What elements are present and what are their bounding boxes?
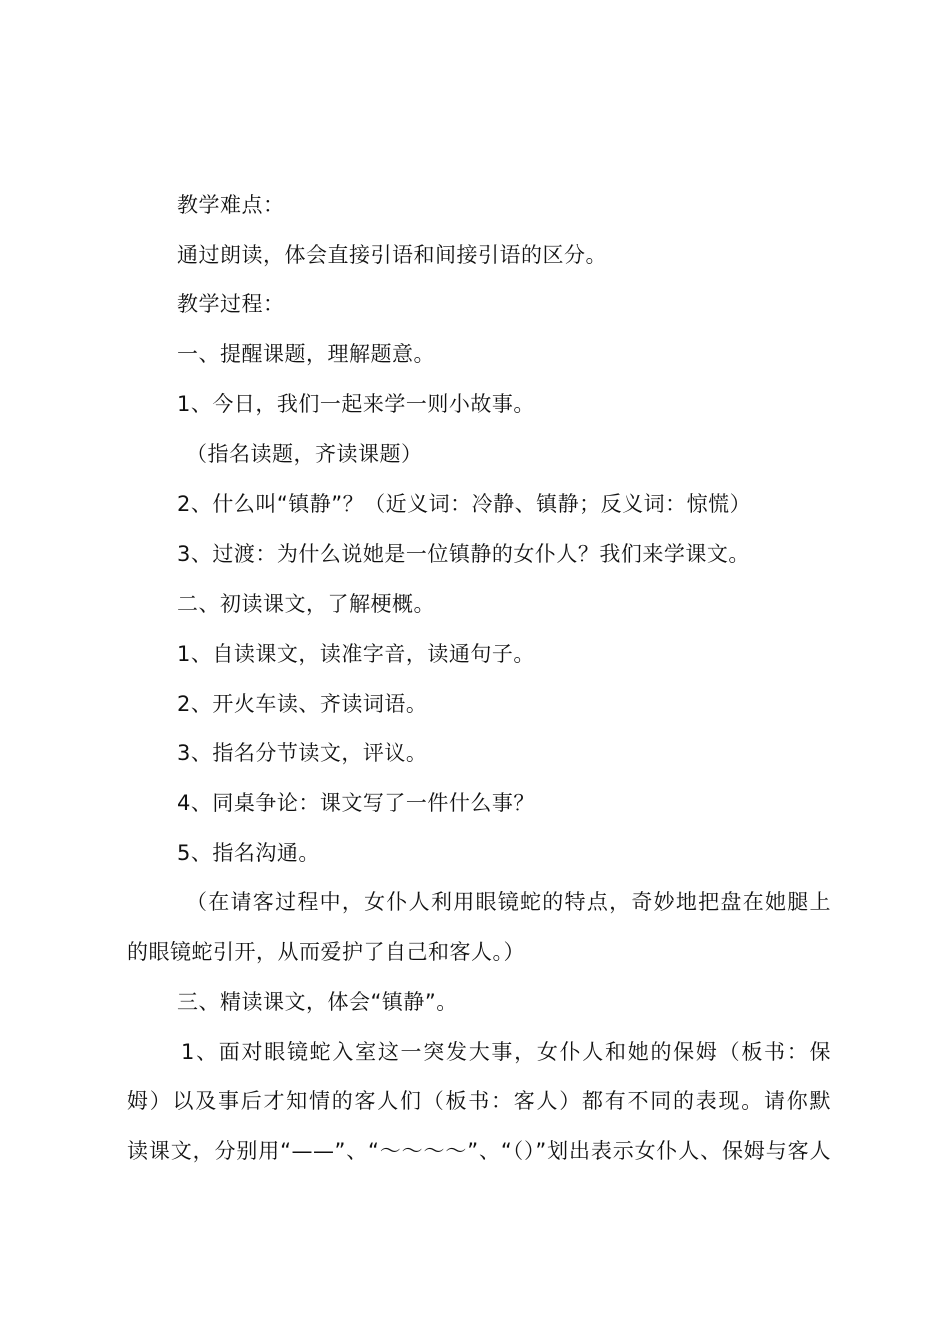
paragraph-text: 通过朗读，体会直接引语和间接引语的区分。 [177,243,607,267]
paragraph-text-cont: 读课文，分别用“——”、“～～～～”、“（）”划出表示女仆人、保姆与客人 [127,1139,831,1163]
list-item: 3、过渡：为什么说她是一位镇静的女仆人？我们来学课文。 [177,542,750,566]
heading-teaching-process: 教学过程： [177,292,285,316]
list-item: 2、什么叫“镇静”？（近义词：冷静、镇静；反义词：惊慌） [177,492,752,516]
list-item: 3、指名分节读文，评议。 [177,741,428,765]
section-heading-1: 一、提醒课题，理解题意。 [177,342,435,366]
section-heading-2: 二、初读课文，了解梗概。 [177,592,435,616]
note-text: （指名读题，齐读课题） [186,442,423,466]
list-item: 5、指名沟通。 [177,841,320,865]
paragraph-text: 1、面对眼镜蛇入室这一突发大事，女仆人和她的保姆（板书：保 [181,1040,831,1064]
list-item: 4、同桌争论：课文写了一件什么事？ [177,791,535,815]
heading-teaching-difficulty: 教学难点： [177,193,285,217]
paragraph-text-cont: 姆）以及事后才知情的客人们（板书：客人）都有不同的表现。请你默 [127,1089,831,1113]
list-item: 1、今日，我们一起来学一则小故事。 [177,392,535,416]
list-item: 1、自读课文，读准字音，读通句子。 [177,642,535,666]
summary-text: （在请客过程中，女仆人利用眼镜蛇的特点，奇妙地把盘在她腿上 [186,890,831,914]
list-item: 2、开火车读、齐读词语。 [177,692,428,716]
section-heading-3: 三、精读课文，体会“镇静”。 [177,990,458,1014]
summary-text-cont: 的眼镜蛇引开，从而爱护了自己和客人。） [127,940,525,964]
